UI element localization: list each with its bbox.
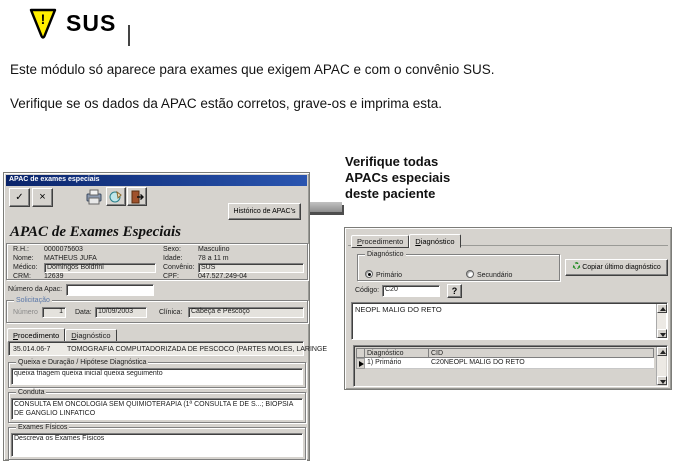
- queixa-legend: Queixa e Duração / Hipótese Diagnóstica: [18, 359, 147, 366]
- convenio-input[interactable]: SUS: [198, 263, 304, 273]
- diagnostico-panel: [344, 227, 672, 390]
- table-header-cid[interactable]: CID: [429, 348, 654, 358]
- crm-label: CRM:: [13, 273, 31, 280]
- text-cursor: [128, 25, 130, 46]
- medico-input[interactable]: Domingos Boldrini: [44, 263, 156, 273]
- cpf-label: CPF:: [163, 273, 179, 280]
- exames-textarea[interactable]: [11, 433, 303, 457]
- table-row[interactable]: [356, 358, 654, 369]
- apac-window: [3, 172, 328, 461]
- warning-icon: [27, 7, 59, 41]
- stamp-icon-button[interactable]: [106, 187, 126, 206]
- codigo-help-button[interactable]: ?: [447, 284, 462, 298]
- scroll-down-icon[interactable]: [657, 376, 667, 385]
- apac-heading: APAC de Exames Especiais: [10, 224, 181, 240]
- diagnostico-group: [357, 251, 560, 281]
- page-title: SUS: [66, 10, 117, 36]
- cpf-value: 047.527.249-04: [198, 273, 248, 280]
- sexo-value: Masculino: [198, 246, 230, 253]
- codigo-input[interactable]: C20: [382, 285, 440, 297]
- idade-value: 78 a 11 m: [198, 255, 229, 262]
- rh-value: 0000075603: [44, 246, 83, 253]
- clinica-input[interactable]: Cabeça e Pescoço: [188, 307, 304, 318]
- cell-cid: C20NEOPL MALIG DO RETO: [429, 358, 654, 369]
- recycle-icon: [572, 261, 581, 270]
- exit-icon-button[interactable]: [127, 187, 147, 206]
- exames-legend: Exames Físicos: [18, 424, 68, 431]
- table-header-marker: [356, 348, 365, 358]
- note-line: Verifique todas: [345, 154, 439, 169]
- conduta-group: [8, 389, 306, 423]
- solicitacao-legend: Solicitação: [16, 297, 50, 304]
- intro-line-1: Este módulo só aparece para exames que exigem APAC e com o convênio SUS.: [10, 62, 495, 77]
- solicitacao-numero-input[interactable]: 1: [42, 307, 66, 318]
- codigo-label: Código:: [355, 287, 380, 294]
- note-line: deste paciente: [345, 186, 436, 201]
- descricao-text: NEOPL MALIG DO RETO: [355, 305, 442, 314]
- radio-secundario-icon: [466, 270, 474, 278]
- table-scrollbar[interactable]: [656, 347, 666, 385]
- clinica-label: Clínica:: [159, 309, 183, 316]
- queixa-text: queixa triagem queixa inicial queixa seguimento: [14, 370, 163, 377]
- conduta-legend: Conduta: [18, 389, 45, 396]
- exames-text: Descreva os Exames Físicos: [14, 435, 105, 442]
- table-header-row: [356, 348, 654, 358]
- note-text: [345, 154, 450, 202]
- table-header-diagnostico[interactable]: Diagnóstico: [365, 348, 429, 358]
- conduta-text: CONSULTA EM ONCOLOGIA SEM QUIMIOTERAPIA (1ª CONSULTA E DE S...; BIOPSIA DE GANGLIO LINFATICO: [14, 401, 294, 417]
- tab-diagnostico[interactable]: Diagnóstico: [65, 329, 116, 342]
- rh-label: R.H.:: [13, 246, 29, 253]
- procedimento-descricao: TOMOGRAFIA COMPUTADORIZADA DE PESCOCO (PARTES MOLES, LARINGE: [67, 346, 328, 353]
- copiar-ultimo-diagnostico-button[interactable]: [565, 259, 668, 276]
- descricao-scrollbar[interactable]: [656, 304, 666, 338]
- row-marker-icon: [359, 361, 364, 367]
- intro-line-2: Verifique se os dados da APAC estão corretos, grave-os e imprima esta.: [10, 96, 442, 111]
- procedimento-field[interactable]: [8, 341, 328, 356]
- historico-apacs-button[interactable]: Histórico de APAC's: [228, 203, 301, 220]
- svg-text:!: !: [40, 11, 46, 27]
- window-titlebar[interactable]: APAC de exames especiais: [6, 175, 307, 186]
- row-marker-cell: [356, 358, 365, 369]
- scroll-down-icon[interactable]: [657, 329, 667, 338]
- convenio-label: Convênio:: [163, 264, 195, 271]
- exames-fisicos-group: [8, 424, 306, 460]
- crm-value: 12639: [44, 273, 64, 280]
- diagnostico-descricao-box[interactable]: [351, 302, 668, 340]
- cell-diagnostico: 1) Primário: [365, 358, 429, 369]
- medico-label: Médico:: [13, 264, 38, 271]
- sexo-label: Sexo:: [163, 246, 181, 253]
- tab-diagnostico[interactable]: Diagnóstico: [409, 234, 460, 248]
- cancel-button[interactable]: ×: [32, 188, 53, 207]
- diagnostico-table: [353, 345, 668, 387]
- nome-label: Nome:: [13, 255, 34, 262]
- radio-primario-label: Primário: [376, 272, 403, 279]
- queixa-textarea[interactable]: [11, 368, 303, 385]
- exit-door-icon: [130, 190, 144, 204]
- tab-procedimento[interactable]: Procedimento: [7, 328, 65, 342]
- nome-value: MATHEUS JUFA: [44, 255, 97, 262]
- radio-primario-icon: [365, 270, 373, 278]
- queixa-group: [8, 359, 306, 388]
- scroll-up-icon[interactable]: [657, 347, 667, 356]
- radio-secundario[interactable]: [466, 264, 512, 282]
- patient-info-panel: [6, 243, 308, 280]
- confirm-button[interactable]: ✓: [9, 188, 30, 207]
- print-icon[interactable]: [85, 188, 103, 205]
- scroll-up-icon[interactable]: [657, 304, 667, 313]
- tab-procedimento[interactable]: Procedimento: [351, 235, 409, 248]
- numero-apac-input[interactable]: [66, 284, 154, 296]
- numero-apac-label: Número da Apac:: [8, 286, 63, 293]
- diagnostico-legend: Diagnóstico: [367, 251, 404, 258]
- conduta-textarea[interactable]: [11, 398, 303, 420]
- solicitacao-group: [6, 297, 308, 323]
- solicitacao-numero-label: Número: [13, 309, 38, 316]
- stamp-icon: [109, 190, 123, 203]
- radio-secundario-label: Secundário: [477, 272, 513, 279]
- idade-label: Idade:: [163, 255, 183, 262]
- copiar-label: Copiar último diagnóstico: [582, 264, 661, 271]
- procedimento-codigo: 35.014.06-7: [13, 346, 51, 353]
- note-line: APACs especiais: [345, 170, 451, 185]
- data-label: Data:: [75, 309, 92, 316]
- data-input[interactable]: 10/09/2003: [95, 307, 147, 318]
- radio-primario[interactable]: [365, 264, 402, 282]
